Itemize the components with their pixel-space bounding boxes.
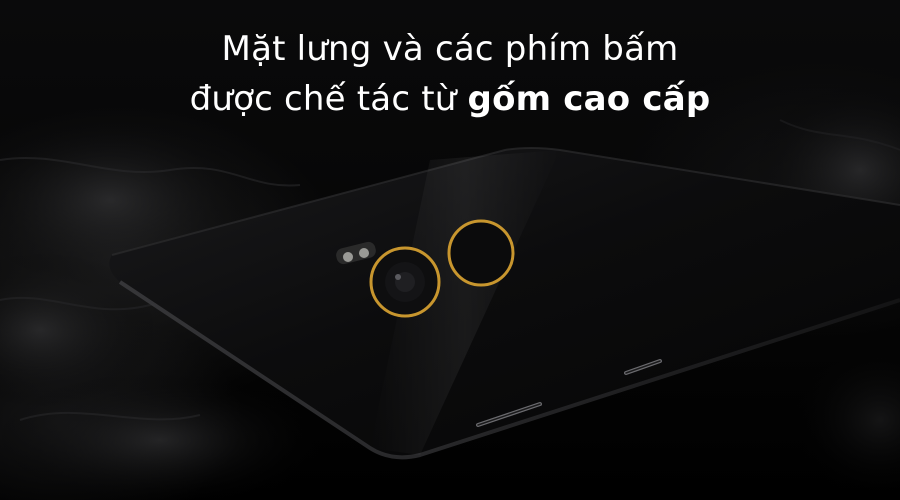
headline-line-1: Mặt lưng và các phím bấm [221,29,679,69]
camera-lens-icon [371,248,439,316]
headline-line-2-regular: được chế tác từ [189,79,468,119]
headline-line-2 [0,74,900,124]
headline-line-2-bold: gốm cao cấp [467,79,711,119]
fingerprint-sensor-icon [449,221,513,285]
headline-caption [0,24,900,124]
